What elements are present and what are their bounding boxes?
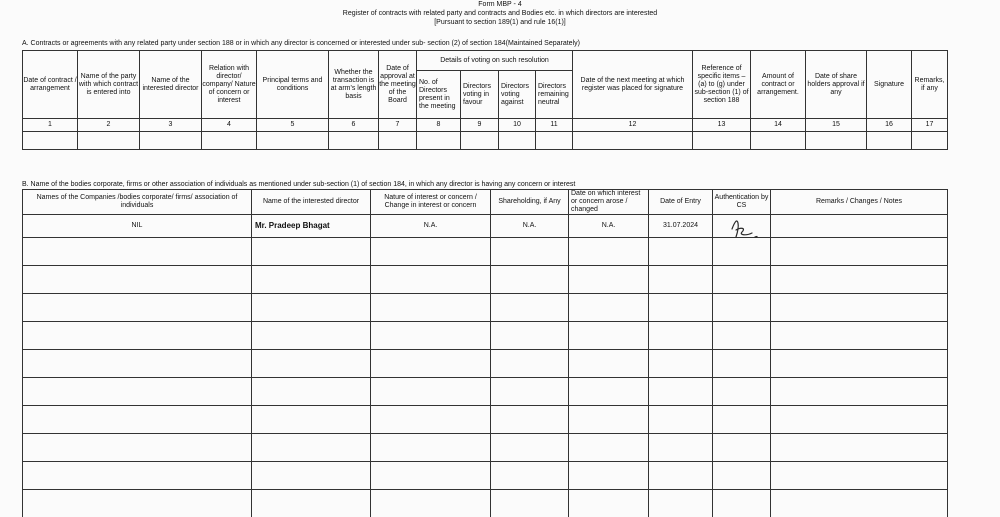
blank-cell <box>569 294 649 322</box>
table-row <box>23 378 948 406</box>
blank-cell <box>649 490 713 517</box>
blank-cell <box>649 434 713 462</box>
section-b-title: B. Name of the bodies corporate, firms or other association of individuals as mentioned under sub-section (1) of section 184, in which any director is having any concern or interest <box>22 181 575 189</box>
col-header-share-approval: Date of share holders approval if any <box>806 51 867 119</box>
blank-cell <box>252 462 371 490</box>
col-header-nature-of-interest: Nature of interest or concern / Change in interest or concern <box>371 190 491 215</box>
blank-cell <box>252 378 371 406</box>
blank-cell <box>252 238 371 266</box>
blank-cell <box>771 266 948 294</box>
col-header-companies: Names of the Companies /bodies corporate/ firms/ association of individuals <box>23 190 252 215</box>
blank-cell <box>771 490 948 517</box>
blank-cell <box>252 434 371 462</box>
blank-cell <box>23 294 252 322</box>
col-header-date-arose: Date on which interest or concern arose / changed <box>569 190 649 215</box>
col-header-reference: Reference of specific items – (a) to (g) under sub-section (1) of section 188 <box>693 51 751 119</box>
blank-cell <box>713 294 771 322</box>
col-header-date-of-entry: Date of Entry <box>649 190 713 215</box>
blank-cell <box>867 132 912 150</box>
column-number: 11 <box>536 119 573 132</box>
table-row <box>23 462 948 490</box>
contracts-register-table <box>22 50 948 150</box>
section-a-title: A. Contracts or agreements with any related party under section 188 or in which any director is concerned or interested under sub- section (2) of section 184(Maintained Separately) <box>22 40 580 48</box>
blank-cell <box>713 406 771 434</box>
blank-cell <box>771 322 948 350</box>
blank-cell <box>569 350 649 378</box>
blank-cell <box>23 238 252 266</box>
blank-cell <box>569 434 649 462</box>
blank-cell <box>569 406 649 434</box>
blank-cell <box>713 350 771 378</box>
blank-cell <box>569 266 649 294</box>
blank-cell <box>649 238 713 266</box>
blank-cell <box>713 266 771 294</box>
blank-cell <box>573 132 693 150</box>
blank-cell <box>371 406 491 434</box>
table-row <box>23 490 948 517</box>
blank-cell <box>491 350 569 378</box>
blank-cell <box>491 434 569 462</box>
column-number: 9 <box>461 119 499 132</box>
column-number: 6 <box>329 119 379 132</box>
col-header-next-meeting: Date of the next meeting at which register was placed for signature <box>573 51 693 119</box>
table-row <box>23 215 948 238</box>
blank-cell <box>23 462 252 490</box>
date-arose-cell: N.A. <box>569 215 649 238</box>
blank-cell <box>649 350 713 378</box>
col-header-arms-length: Whether the transaction is at arm's length basis <box>329 51 379 119</box>
col-header-terms: Principal terms and conditions <box>257 51 329 119</box>
blank-cell <box>536 132 573 150</box>
column-number: 2 <box>78 119 140 132</box>
col-header-remarks: Remarks, if any <box>912 51 948 119</box>
blank-cell <box>371 350 491 378</box>
blank-cell <box>461 132 499 150</box>
column-number: 8 <box>417 119 461 132</box>
column-number: 5 <box>257 119 329 132</box>
table-row <box>23 238 948 266</box>
col-header-signature: Signature <box>867 51 912 119</box>
blank-cell <box>371 238 491 266</box>
blank-cell <box>649 294 713 322</box>
blank-cell <box>202 132 257 150</box>
table-row <box>23 350 948 378</box>
col-header-voting-group: Details of voting on such resolution <box>417 51 573 71</box>
blank-cell <box>649 462 713 490</box>
blank-cell <box>491 294 569 322</box>
column-number: 17 <box>912 119 948 132</box>
blank-cell <box>23 434 252 462</box>
shareholding-cell: N.A. <box>491 215 569 238</box>
blank-cell <box>771 434 948 462</box>
col-header-shareholding: Shareholding, if Any <box>491 190 569 215</box>
blank-cell <box>23 266 252 294</box>
blank-cell <box>912 132 948 150</box>
blank-cell <box>771 294 948 322</box>
blank-cell <box>252 322 371 350</box>
blank-cell <box>713 434 771 462</box>
col-header-directors-present: No. of Directors present in the meeting <box>417 71 461 119</box>
interest-register-table <box>22 189 948 517</box>
blank-cell <box>329 132 379 150</box>
blank-cell <box>371 434 491 462</box>
blank-cell <box>649 322 713 350</box>
blank-cell <box>252 350 371 378</box>
table-row <box>23 434 948 462</box>
blank-cell <box>569 238 649 266</box>
blank-cell <box>140 132 202 150</box>
blank-cell <box>491 238 569 266</box>
blank-cell <box>23 322 252 350</box>
blank-cell <box>23 378 252 406</box>
blank-cell <box>569 378 649 406</box>
col-header-amount: Amount of contract or arrangement. <box>751 51 806 119</box>
column-number: 13 <box>693 119 751 132</box>
blank-cell <box>649 406 713 434</box>
col-header-authentication: Authentication by CS <box>713 190 771 215</box>
column-number: 14 <box>751 119 806 132</box>
form-number: Form MBP - 4 <box>0 1 1000 9</box>
column-number: 12 <box>573 119 693 132</box>
blank-cell <box>771 350 948 378</box>
blank-cell <box>569 462 649 490</box>
form-subtitle: [Pursuant to section 189(1) and rule 16(1)] <box>0 19 1000 27</box>
blank-cell <box>499 132 536 150</box>
col-header-remaining-neutral: Directors remaining neutral <box>536 71 573 119</box>
blank-cell <box>771 238 948 266</box>
col-header-approval-date: Date of approval at the meeting of the Board <box>379 51 417 119</box>
form-title: Register of contracts with related party and contracts and Bodies etc. in which directors are interested <box>0 10 1000 18</box>
table-row <box>23 322 948 350</box>
col-header-interested-director: Name of the interested director <box>252 190 371 215</box>
blank-cell <box>713 238 771 266</box>
blank-cell <box>491 490 569 517</box>
blank-cell <box>23 350 252 378</box>
blank-cell <box>713 490 771 517</box>
blank-cell <box>491 266 569 294</box>
blank-cell <box>491 406 569 434</box>
blank-cell <box>23 406 252 434</box>
blank-cell <box>751 132 806 150</box>
table-row <box>23 294 948 322</box>
blank-cell <box>23 132 78 150</box>
col-header-relation: Relation with director/ company/ Nature of concern or interest <box>202 51 257 119</box>
blank-cell <box>252 294 371 322</box>
column-number: 4 <box>202 119 257 132</box>
blank-cell <box>713 378 771 406</box>
blank-cell <box>23 490 252 517</box>
blank-cell <box>417 132 461 150</box>
column-number: 1 <box>23 119 78 132</box>
blank-cell <box>771 406 948 434</box>
blank-cell <box>649 378 713 406</box>
column-number: 7 <box>379 119 417 132</box>
column-number: 15 <box>806 119 867 132</box>
director-name-cell: Mr. Pradeep Bhagat <box>252 215 371 238</box>
column-number: 3 <box>140 119 202 132</box>
blank-entry-row <box>23 132 948 150</box>
blank-cell <box>379 132 417 150</box>
column-number-row <box>23 119 948 132</box>
blank-cell <box>569 322 649 350</box>
blank-cell <box>806 132 867 150</box>
blank-cell <box>649 266 713 294</box>
col-header-voting-favour: Directors voting in favour <box>461 71 499 119</box>
blank-cell <box>252 406 371 434</box>
nature-cell: N.A. <box>371 215 491 238</box>
remarks-cell <box>771 215 948 238</box>
table-row <box>23 266 948 294</box>
blank-cell <box>693 132 751 150</box>
blank-cell <box>569 490 649 517</box>
blank-cell <box>252 266 371 294</box>
blank-cell <box>713 462 771 490</box>
col-header-party: Name of the party with which contract is entered into <box>78 51 140 119</box>
company-cell: NIL <box>23 215 252 238</box>
blank-cell <box>252 490 371 517</box>
table-row <box>23 406 948 434</box>
col-header-voting-against: Directors voting against <box>499 71 536 119</box>
blank-cell <box>257 132 329 150</box>
blank-cell <box>371 462 491 490</box>
blank-cell <box>491 462 569 490</box>
column-number: 10 <box>499 119 536 132</box>
blank-cell <box>713 322 771 350</box>
blank-cell <box>771 378 948 406</box>
blank-cell <box>371 490 491 517</box>
col-header-remarks-notes: Remarks / Changes / Notes <box>771 190 948 215</box>
blank-cell <box>371 266 491 294</box>
blank-cell <box>491 378 569 406</box>
col-header-director: Name of the interested director <box>140 51 202 119</box>
date-entry-cell: 31.07.2024 <box>649 215 713 238</box>
column-number: 16 <box>867 119 912 132</box>
blank-cell <box>771 462 948 490</box>
col-header-date: Date of contract / arrangement <box>23 51 78 119</box>
blank-cell <box>371 378 491 406</box>
blank-cell <box>371 294 491 322</box>
blank-cell <box>371 322 491 350</box>
blank-cell <box>491 322 569 350</box>
cs-signature <box>728 217 764 241</box>
blank-cell <box>78 132 140 150</box>
